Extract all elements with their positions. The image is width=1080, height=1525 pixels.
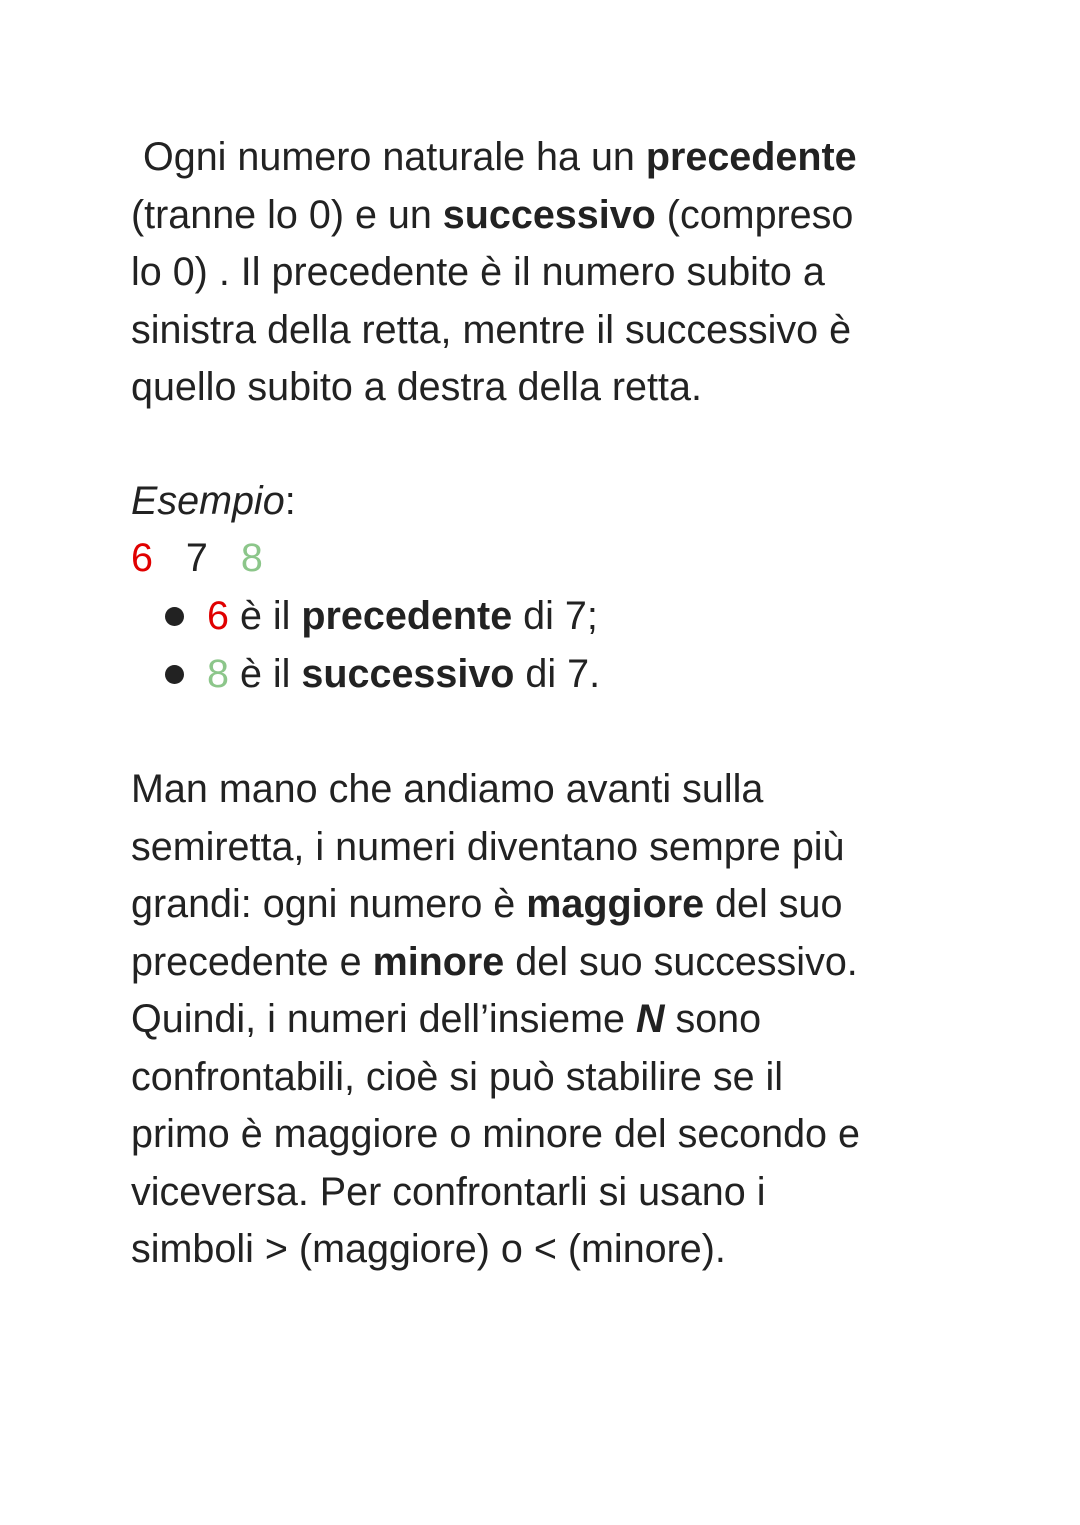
paragraph-predecessor-successor	[131, 129, 991, 417]
text-line: quello subito a destra della retta.	[131, 365, 702, 409]
text-line: (tranne lo 0) e un successivo (compreso	[131, 192, 854, 237]
set-symbol-n: N	[635, 997, 665, 1041]
example-bullet-list	[165, 588, 600, 703]
example-number-sequence	[131, 530, 263, 588]
text-line: Ogni numero naturale ha un precedente	[143, 135, 857, 179]
number-previous: 6	[131, 536, 153, 580]
list-item: 8 è il successivo di 7.	[165, 646, 600, 704]
text-line: primo è maggiore o minore del secondo e	[131, 1112, 860, 1156]
example-heading: Esempio:	[131, 479, 296, 523]
text-line: semiretta, i numeri diventano sempre più	[131, 824, 845, 869]
text-line: confrontabili, cioè si può stabilire se il	[131, 1054, 784, 1099]
term-successivo: successivo	[442, 192, 656, 237]
paragraph-comparison	[131, 761, 991, 1279]
text-line: lo 0) . Il precedente è il numero subito a	[131, 250, 825, 294]
text-line: grandi: ogni numero è maggiore del suo	[131, 882, 843, 926]
number-next: 8	[240, 536, 263, 580]
term-precedente: precedente	[645, 135, 857, 179]
text-line: Quindi, i numeri dell’insieme N sono	[131, 997, 762, 1041]
text-line: simboli > (maggiore) o < (minore).	[131, 1227, 726, 1271]
text-line: sinistra della retta, mentre il successivo è	[131, 307, 852, 352]
text-line: viceversa. Per confrontarli si usano i	[131, 1169, 766, 1214]
term-minore: minore	[372, 939, 505, 984]
bullet-icon	[165, 607, 184, 626]
term-maggiore: maggiore	[526, 882, 705, 926]
text-line: precedente e minore del suo successivo.	[131, 939, 858, 984]
bullet-icon	[165, 665, 184, 684]
text-line: Man mano che andiamo avanti sulla	[131, 767, 764, 811]
number-current: 7	[185, 536, 208, 580]
list-item: 6 è il precedente di 7;	[165, 588, 600, 646]
